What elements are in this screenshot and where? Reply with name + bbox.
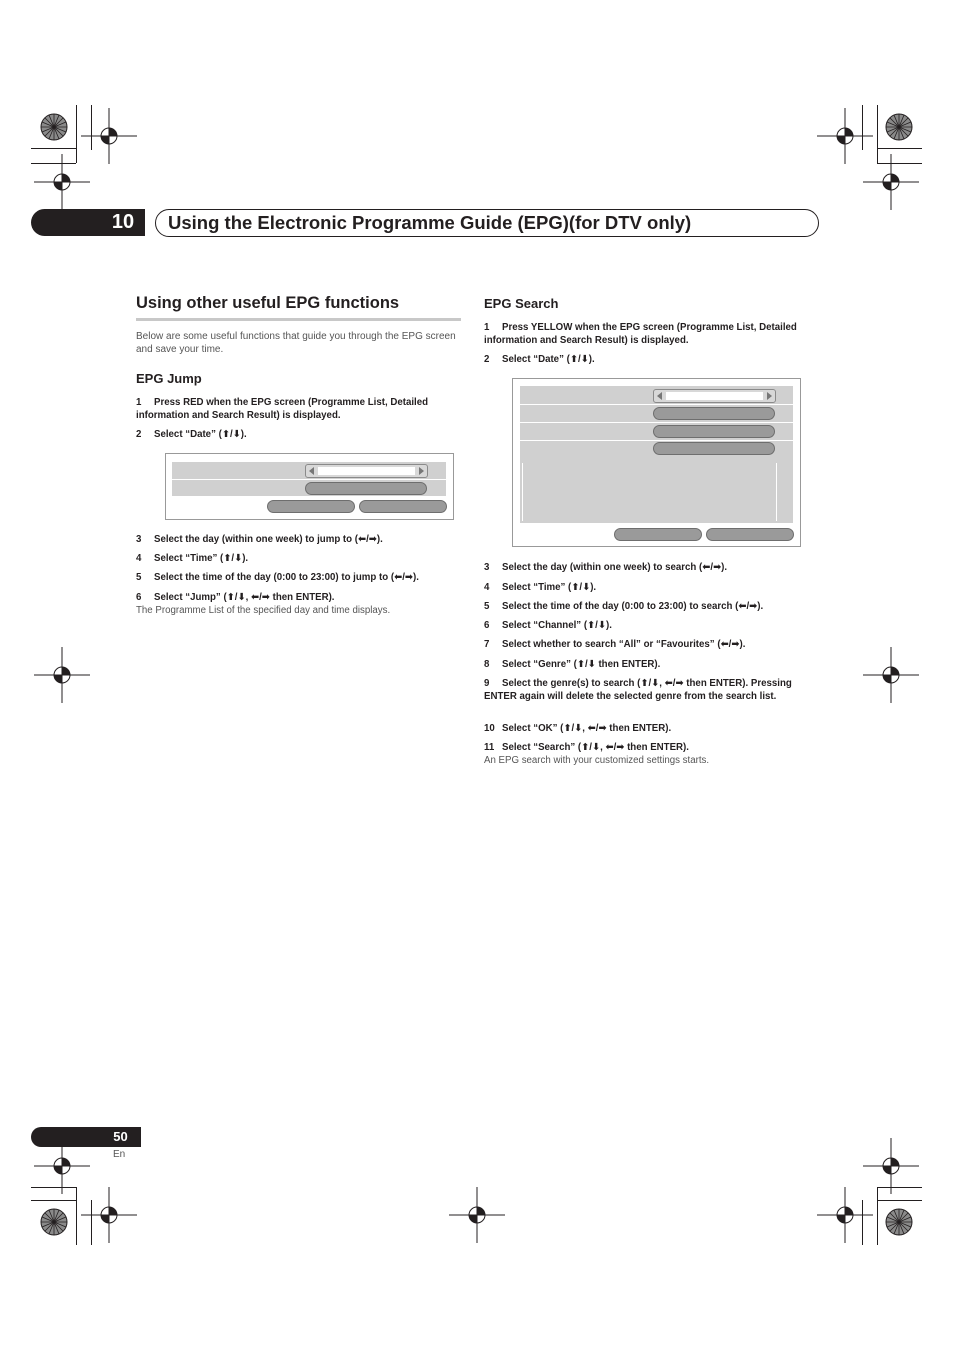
step-text: Press RED when the EPG screen (Programme List, Detailed information and Search Result) is displayed.	[136, 397, 429, 421]
registration-target-icon	[34, 154, 90, 210]
epg-jump-heading: EPG Jump	[136, 371, 202, 386]
color-rosette-icon	[41, 114, 67, 140]
registration-target-icon	[863, 154, 919, 210]
step-text: Select the genre(s) to search (⬆/⬇, ⬅/➡ then ENTER). Pressing ENTER again will delete the selected genre from the search list.	[484, 678, 792, 702]
color-rosette-icon	[41, 1209, 67, 1235]
step-text: Select “Jump” (⬆/⬇, ⬅/➡ then ENTER).	[154, 592, 335, 603]
registration-target-icon	[863, 647, 919, 703]
step-number: 2	[136, 429, 142, 440]
chapter-title: Using the Electronic Programme Guide (EPG)(for DTV only)	[168, 212, 692, 233]
search-note: An EPG search with your customized settings starts.	[484, 755, 710, 766]
color-rosette-icon	[886, 1209, 912, 1235]
step-text: Select the time of the day (0:00 to 23:00) to search (⬅/➡).	[502, 601, 764, 612]
step-text: Select “Time” (⬆/⬇).	[154, 553, 249, 564]
step-number: 2	[484, 354, 490, 365]
step-text: Select “Channel” (⬆/⬇).	[502, 620, 612, 631]
registration-target-icon	[81, 1187, 137, 1243]
step-text: Select “Time” (⬆/⬇).	[502, 582, 597, 593]
step-number: 3	[136, 534, 142, 545]
registration-target-icon	[863, 1138, 919, 1194]
step-number: 8	[484, 659, 490, 670]
step-text: Select the time of the day (0:00 to 23:00) to jump to (⬅/➡).	[154, 572, 419, 583]
step-number: 9	[484, 678, 490, 689]
jump-note: The Programme List of the specified day and time displays.	[136, 605, 391, 616]
step-number: 10	[484, 723, 495, 734]
registration-target-icon	[34, 647, 90, 703]
step-number: 4	[136, 553, 142, 564]
language-code: En	[113, 1149, 126, 1160]
step-number: 5	[484, 601, 490, 612]
step-number: 3	[484, 562, 490, 573]
step-text: Select “Genre” (⬆/⬇ then ENTER).	[502, 659, 661, 670]
step-number: 11	[484, 742, 495, 753]
step-number: 5	[136, 572, 142, 583]
registration-target-icon	[449, 1187, 505, 1243]
registration-target-icon	[34, 1138, 90, 1194]
step-text: Select the day (within one week) to jump to (⬅/➡).	[154, 534, 383, 545]
step-text: Select “OK” (⬆/⬇, ⬅/➡ then ENTER).	[502, 723, 672, 734]
step-number: 7	[484, 639, 490, 650]
registration-target-icon	[817, 1187, 873, 1243]
epg-search-heading: EPG Search	[484, 296, 559, 311]
step-number: 1	[136, 397, 142, 408]
color-rosette-icon	[886, 114, 912, 140]
registration-target-icon	[81, 108, 137, 164]
step-text: Select “Date” (⬆/⬇).	[502, 354, 595, 365]
step-text: Select whether to search “All” or “Favourites” (⬅/➡).	[502, 639, 746, 650]
step-text: Select the day (within one week) to search (⬅/➡).	[502, 562, 728, 573]
step-number: 1	[484, 322, 490, 333]
step-number: 6	[136, 592, 142, 603]
section-title: Using other useful EPG functions	[136, 294, 400, 312]
step-text: Select “Date” (⬆/⬇).	[154, 429, 247, 440]
step-text: Press YELLOW when the EPG screen (Programme List, Detailed information and Search Result) is displayed.	[484, 322, 797, 346]
step-number: 6	[484, 620, 490, 631]
step-number: 4	[484, 582, 490, 593]
registration-target-icon	[817, 108, 873, 164]
step-text: Select “Search” (⬆/⬇, ⬅/➡ then ENTER).	[502, 742, 689, 753]
chapter-number: 10	[111, 211, 135, 233]
page-number: 50	[113, 1129, 128, 1144]
section-intro: Below are some useful functions that guide you through the EPG screen and save your time.	[136, 331, 456, 355]
